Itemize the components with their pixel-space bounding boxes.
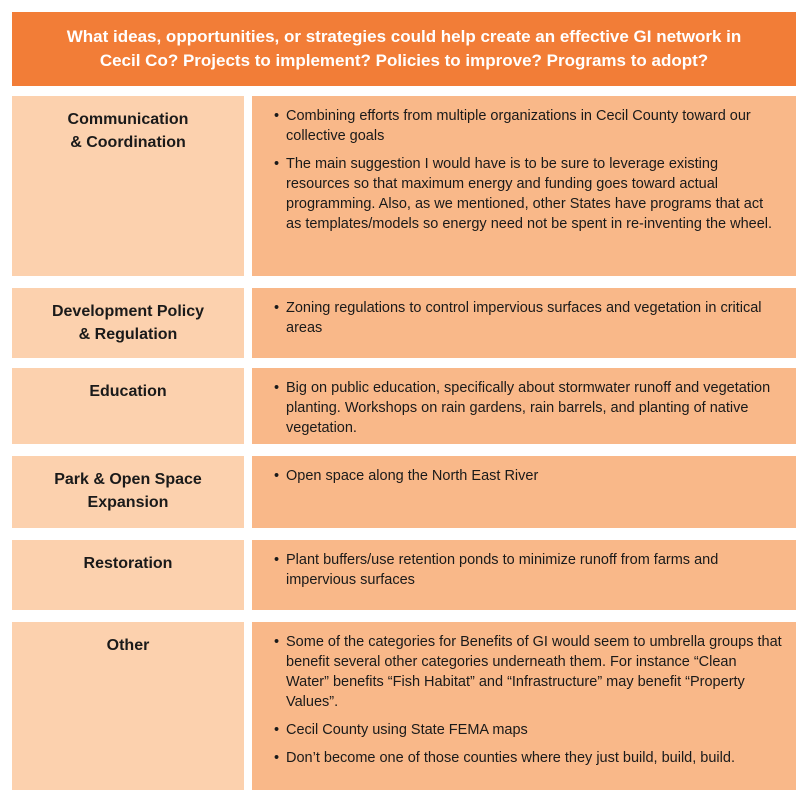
category-label-line-1: Education <box>89 383 167 400</box>
response-bullet: • Cecil County using State FEMA maps <box>286 720 782 740</box>
response-bullet: • Big on public education, specifically about stormwater runoff and vegetation planting. Workshops on rain gardens, rain barrels, and planting of native vegetation. <box>286 378 782 438</box>
category-other <box>12 622 244 790</box>
response-bullet: • Don’t become one of those counties where they just build, build, build. <box>286 748 782 768</box>
category-label-line-1: Other <box>106 637 150 654</box>
category-education <box>12 368 244 444</box>
title-line-1: What ideas, opportunities, or strategies could help create an effective GI network in <box>66 27 742 46</box>
response-bullet: • Plant buffers/use retention ponds to minimize runoff from farms and impervious surfaces <box>286 550 782 590</box>
category-label-line-1: Development Policy <box>51 303 205 320</box>
title-line-2: Cecil Co? Projects to implement? Policies to improve? Programs to adopt? <box>99 51 709 70</box>
response-restoration <box>252 540 796 610</box>
category-label-line-1: Communication <box>67 111 189 128</box>
category-restoration <box>12 540 244 610</box>
response-bullet: • Combining efforts from multiple organizations in Cecil County toward our collective goals <box>286 106 782 146</box>
response-bullet: • The main suggestion I would have is to be sure to leverage existing resources so that maximum energy and funding goes toward actual programming. Also, as we mentioned, other States have programs that act as templates/models so energy need not be spent in re-inventing the wheel. <box>286 154 782 234</box>
category-label-line-1: Restoration <box>83 555 173 572</box>
category-label-line-2: & Coordination <box>70 134 186 151</box>
response-park-open-space <box>252 456 796 528</box>
response-education <box>252 368 796 444</box>
response-bullet: • Open space along the North East River <box>286 466 782 486</box>
category-development-policy <box>12 288 244 358</box>
response-communication <box>252 96 796 276</box>
category-communication <box>12 96 244 276</box>
category-park-open-space <box>12 456 244 528</box>
response-other <box>252 622 796 790</box>
response-development-policy <box>252 288 796 358</box>
category-label-line-2: & Regulation <box>78 326 178 343</box>
category-label-line-2: Expansion <box>87 494 169 511</box>
response-bullet: • Zoning regulations to control impervious surfaces and vegetation in critical areas <box>286 298 782 338</box>
category-label-line-1: Park & Open Space <box>54 471 202 488</box>
response-bullet: • Some of the categories for Benefits of GI would seem to umbrella groups that benefit several other categories underneath them. For instance “Clean Water” benefits “Fish Habitat” and “Infrastructure” may benefit “Property Values”. <box>286 632 782 712</box>
page-title <box>12 12 796 86</box>
